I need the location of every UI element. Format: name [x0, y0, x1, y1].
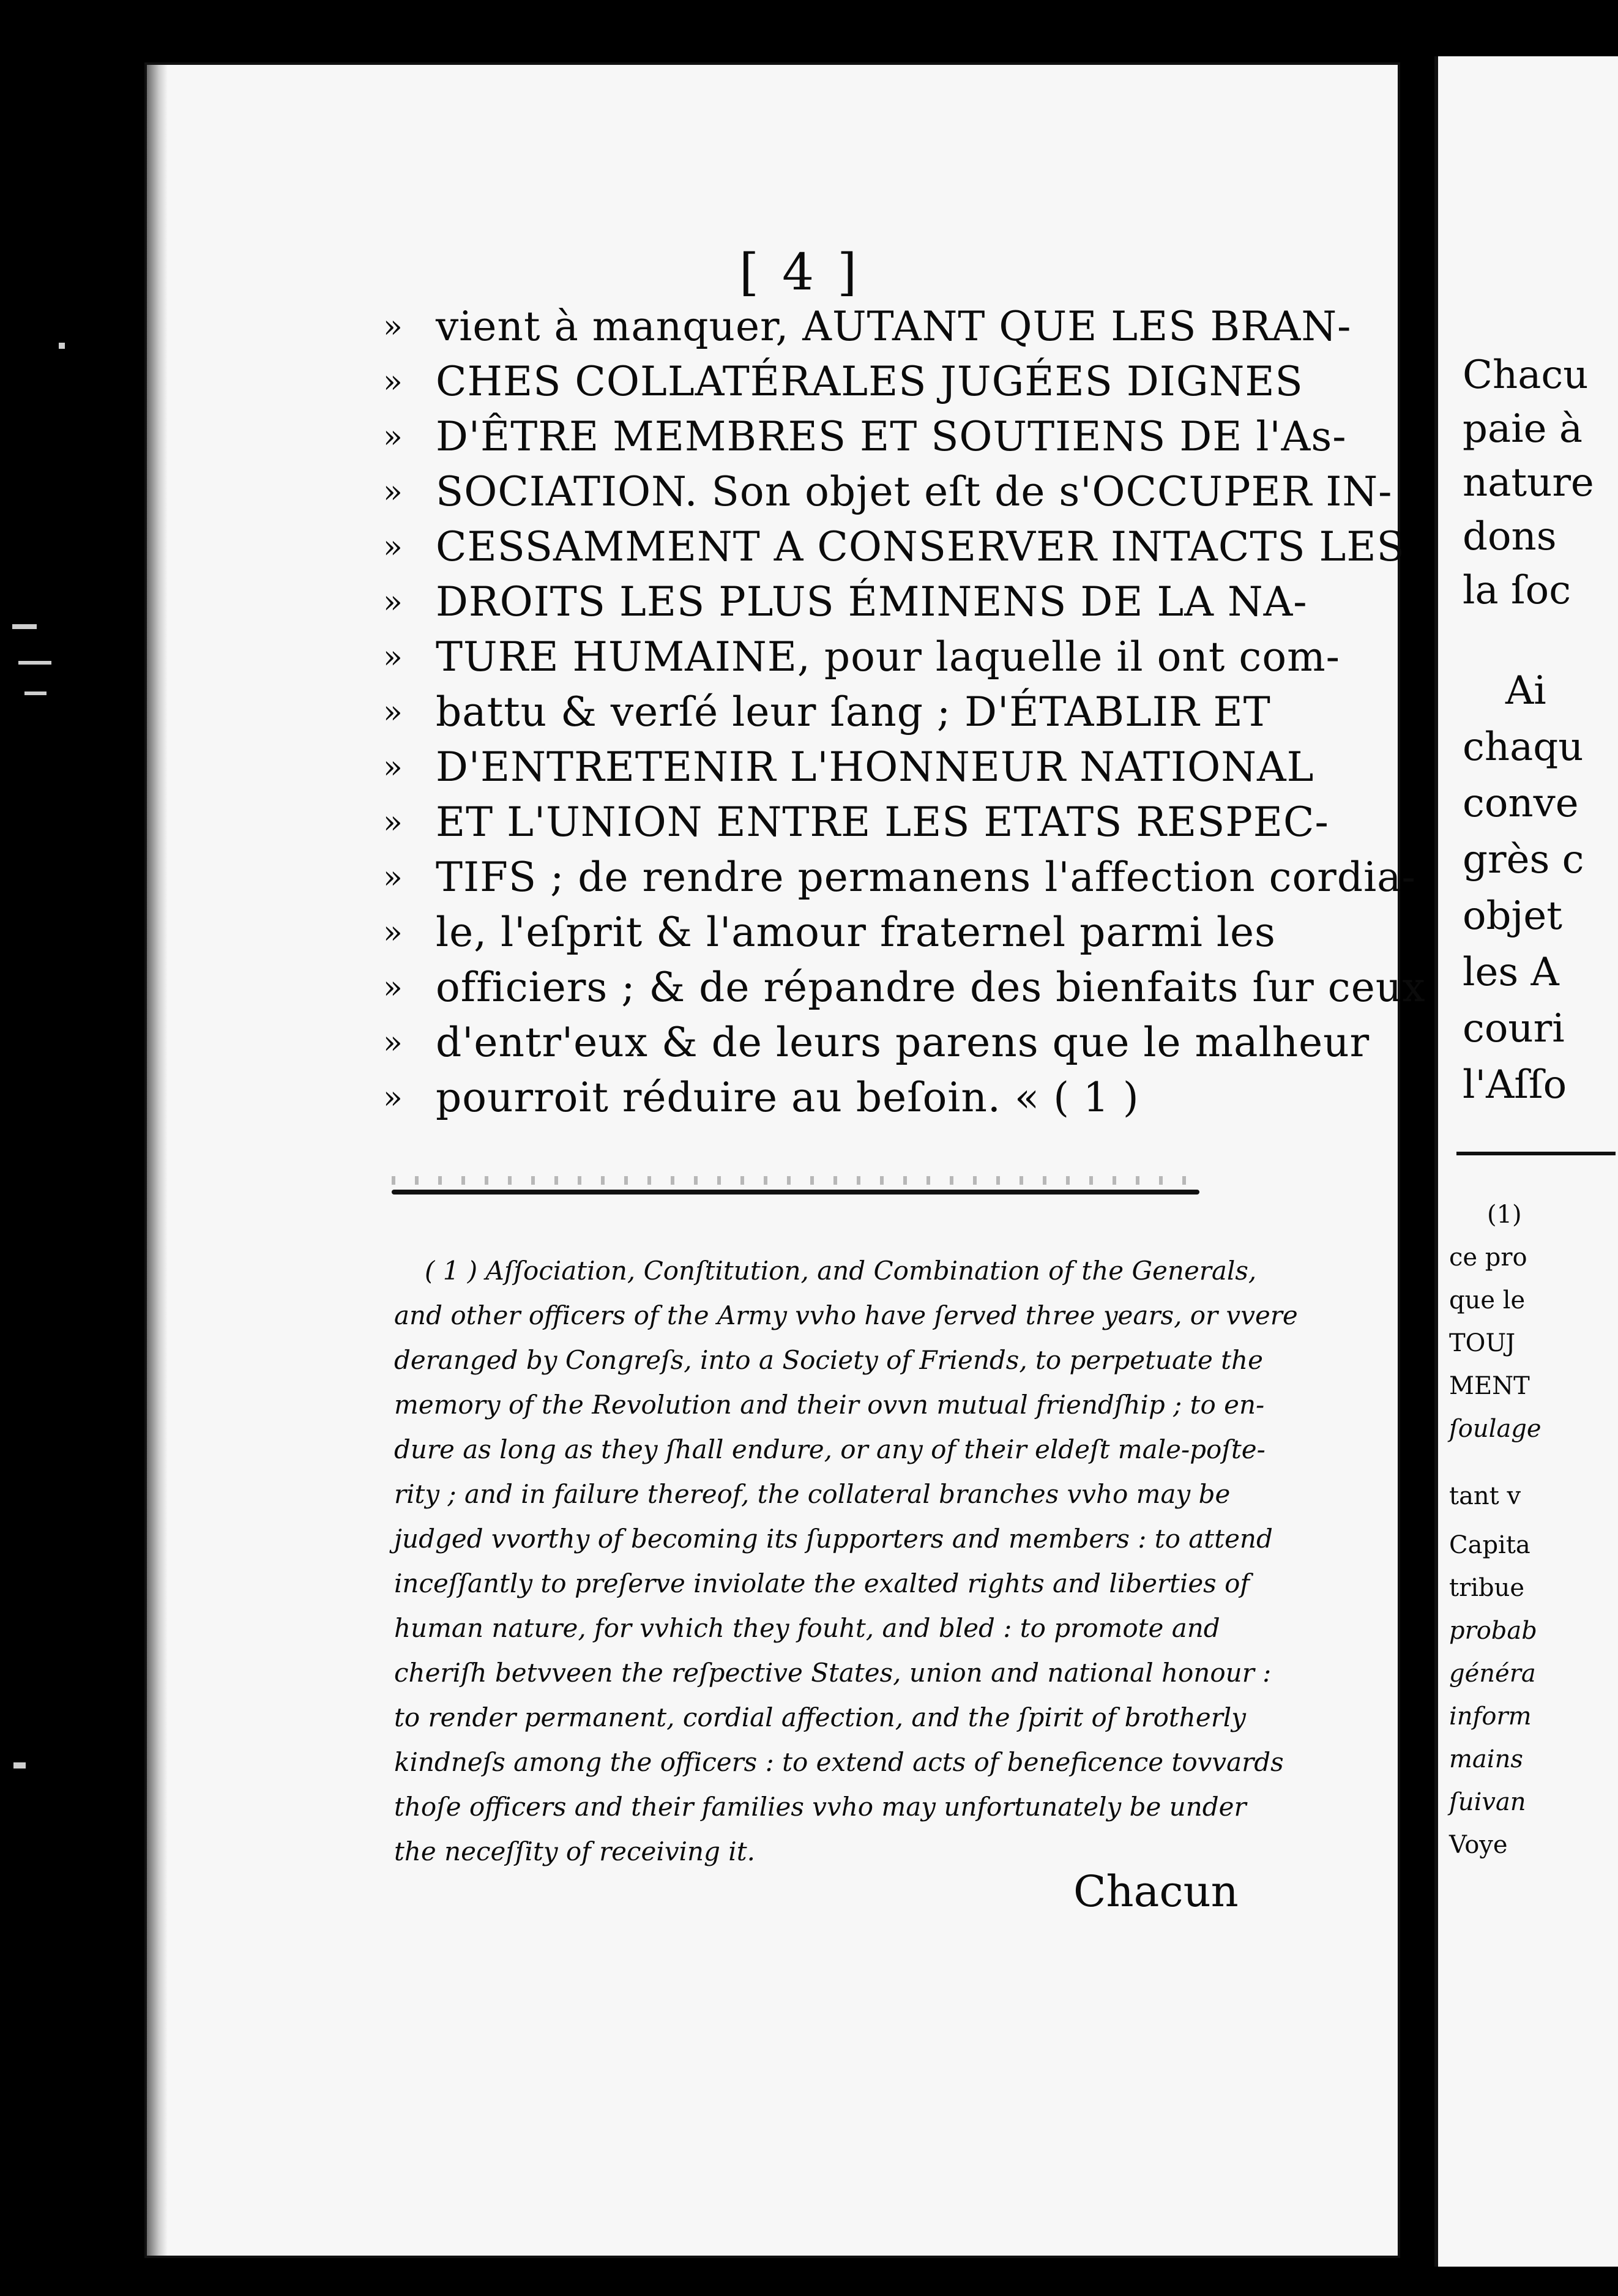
line-text: SOCIATION. Son objet eſt de s'OCCUPER IN-	[436, 468, 1393, 515]
scan-noise-mark	[59, 343, 65, 349]
footnote	[394, 1248, 1298, 1874]
right-page-line: paie à	[1463, 406, 1583, 452]
right-page-line: la ſoc	[1463, 568, 1571, 613]
page-number: [ 4 ]	[739, 244, 861, 302]
line-text: TIFS ; de rendre permanens l'affection cordia-	[436, 854, 1416, 901]
catchword: Chacun	[1073, 1866, 1239, 1917]
right-page-line: couri	[1463, 1006, 1565, 1051]
text-line	[383, 630, 1340, 684]
footnote-line: ( 1 ) Aſſociation, Conſtitution, and Combination of the Generals,	[425, 1256, 1257, 1286]
text-line	[383, 740, 1314, 794]
right-page-line: Ai	[1505, 668, 1546, 714]
footnote-line: rity ; and in failure thereof, the collateral branches vvho may be	[394, 1479, 1231, 1509]
guillemet: »	[383, 1079, 403, 1116]
footnote-line: kindneſs among the officers : to extend acts of beneficence tovvards	[394, 1747, 1284, 1777]
right-page-note: ſoulage	[1449, 1415, 1542, 1443]
rule-texture	[392, 1176, 1199, 1185]
right-page-note: probab	[1449, 1617, 1537, 1645]
right-page-line: l'Aſſo	[1463, 1062, 1567, 1108]
right-page-line: Chacu	[1463, 352, 1589, 398]
footnote-line: deranged by Congreſs, into a Society of Friends, to perpetuate the	[394, 1345, 1263, 1375]
right-page-line: les A	[1463, 950, 1559, 995]
text-line	[383, 906, 1276, 960]
text-line	[383, 796, 1329, 849]
text-line	[383, 961, 1426, 1015]
line-text: officiers ; & de répandre des bienfaits ſur ceux	[436, 964, 1426, 1011]
right-page-line: chaqu	[1463, 725, 1584, 770]
text-line	[383, 300, 1352, 354]
text-line	[383, 851, 1416, 904]
footnote-line: memory of the Revolution and their ovvn mutual friendſhip ; to en-	[394, 1390, 1265, 1420]
line-text: le, l'eſprit & l'amour fraternel parmi les	[436, 909, 1276, 956]
right-page-note: inform	[1449, 1702, 1532, 1731]
line-text: DROITS LES PLUS ÉMINENS DE LA NA-	[436, 578, 1308, 625]
line-text: TURE HUMAINE, pour laquelle il ont com-	[436, 633, 1340, 680]
right-page-line: dons	[1463, 514, 1557, 559]
line-text: D'ÊTRE MEMBRES ET SOUTIENS DE l'As-	[436, 413, 1347, 460]
footnote-line: and other officers of the Army vvho have ſerved three years, or vvere	[394, 1300, 1298, 1330]
right-page-note: mains	[1449, 1745, 1523, 1773]
right-page-line: conve	[1463, 781, 1579, 826]
book-gutter	[1400, 59, 1434, 2268]
right-page-note: que le	[1449, 1286, 1526, 1314]
guillemet: »	[383, 639, 403, 676]
guillemet: »	[383, 694, 403, 731]
footnote-rule	[392, 1190, 1199, 1195]
text-line	[383, 1016, 1370, 1070]
text-line	[383, 465, 1393, 519]
footnote-line: dure as long as they ſhall endure, or any of their eldeſt male-poſte-	[394, 1434, 1266, 1464]
text-line	[383, 410, 1347, 464]
right-page-note: Capita	[1449, 1531, 1530, 1559]
right-page-note: Voye	[1449, 1831, 1508, 1859]
guillemet: »	[383, 749, 403, 786]
line-text: CHES COLLATÉRALES JUGÉES DIGNES	[436, 358, 1303, 405]
text-line	[383, 520, 1405, 574]
scan-noise-mark	[18, 661, 51, 665]
guillemet: »	[383, 914, 403, 951]
text-line	[383, 575, 1308, 629]
footnote-line: to render permanent, cordial affection, and the ſpirit of brotherly	[394, 1702, 1246, 1732]
scan-noise-mark	[12, 624, 37, 629]
right-page-note: MENT	[1449, 1372, 1530, 1400]
footnote-line: cheriſh betvveen the reſpective States, union and national honour :	[394, 1658, 1272, 1688]
right-page-note: (1)	[1487, 1201, 1522, 1229]
page-fold-shadow	[147, 65, 168, 2256]
line-text: d'entr'eux & de leurs parens que le malheur	[436, 1019, 1370, 1066]
right-page-line: objet	[1463, 893, 1562, 939]
scan-noise-mark	[24, 691, 47, 695]
line-text: battu & verſé leur ſang ; D'ÉTABLIR ET	[436, 688, 1271, 736]
guillemet: »	[383, 859, 403, 896]
footnote-line: thoſe officers and their families vvho may unfortunately be under	[394, 1792, 1247, 1822]
line-text: ET L'UNION ENTRE LES ETATS RESPEC-	[436, 799, 1329, 846]
guillemet: »	[383, 584, 403, 621]
right-page-note: tant v	[1449, 1482, 1521, 1510]
right-page-note: généra	[1449, 1660, 1536, 1688]
guillemet: »	[383, 363, 403, 400]
guillemet: »	[383, 804, 403, 841]
text-line	[383, 685, 1271, 739]
guillemet: »	[383, 969, 403, 1006]
text-line	[383, 1071, 1228, 1125]
text-line	[383, 355, 1303, 409]
guillemet: »	[383, 308, 403, 345]
guillemet: »	[383, 529, 403, 565]
line-text: CESSAMMENT A CONSERVER INTACTS LES	[436, 523, 1405, 570]
right-page-rule	[1456, 1152, 1616, 1155]
footnote-line: inceſſantly to preſerve inviolate the exalted rights and liberties of	[394, 1568, 1250, 1598]
right-page	[1434, 56, 1618, 2267]
line-text: vient à manquer, AUTANT QUE LES BRAN-	[436, 303, 1352, 350]
footnote-line: the neceſſity of receiving it.	[394, 1836, 755, 1866]
footnote-line: judged vvorthy of becoming its ſupporters and members : to attend	[394, 1524, 1273, 1554]
guillemet: »	[383, 474, 403, 510]
line-text: pourroit réduire au beſoin. « ( 1 )	[436, 1074, 1139, 1121]
line-text: D'ENTRETENIR L'HONNEUR NATIONAL	[436, 744, 1314, 791]
right-page-line: nature	[1463, 460, 1594, 505]
right-page-note: tribue	[1449, 1574, 1525, 1602]
guillemet: »	[383, 1024, 403, 1061]
footnote-line: human nature, for vvhich they fouht, and bled : to promote and	[394, 1613, 1220, 1643]
right-page-note: ce pro	[1449, 1243, 1527, 1272]
scan-noise-mark	[13, 1762, 26, 1769]
right-page-note: ſuivan	[1449, 1788, 1526, 1816]
right-page-line: grès c	[1463, 837, 1584, 882]
guillemet: »	[383, 419, 403, 455]
right-page-note: TOUJ	[1449, 1329, 1516, 1357]
